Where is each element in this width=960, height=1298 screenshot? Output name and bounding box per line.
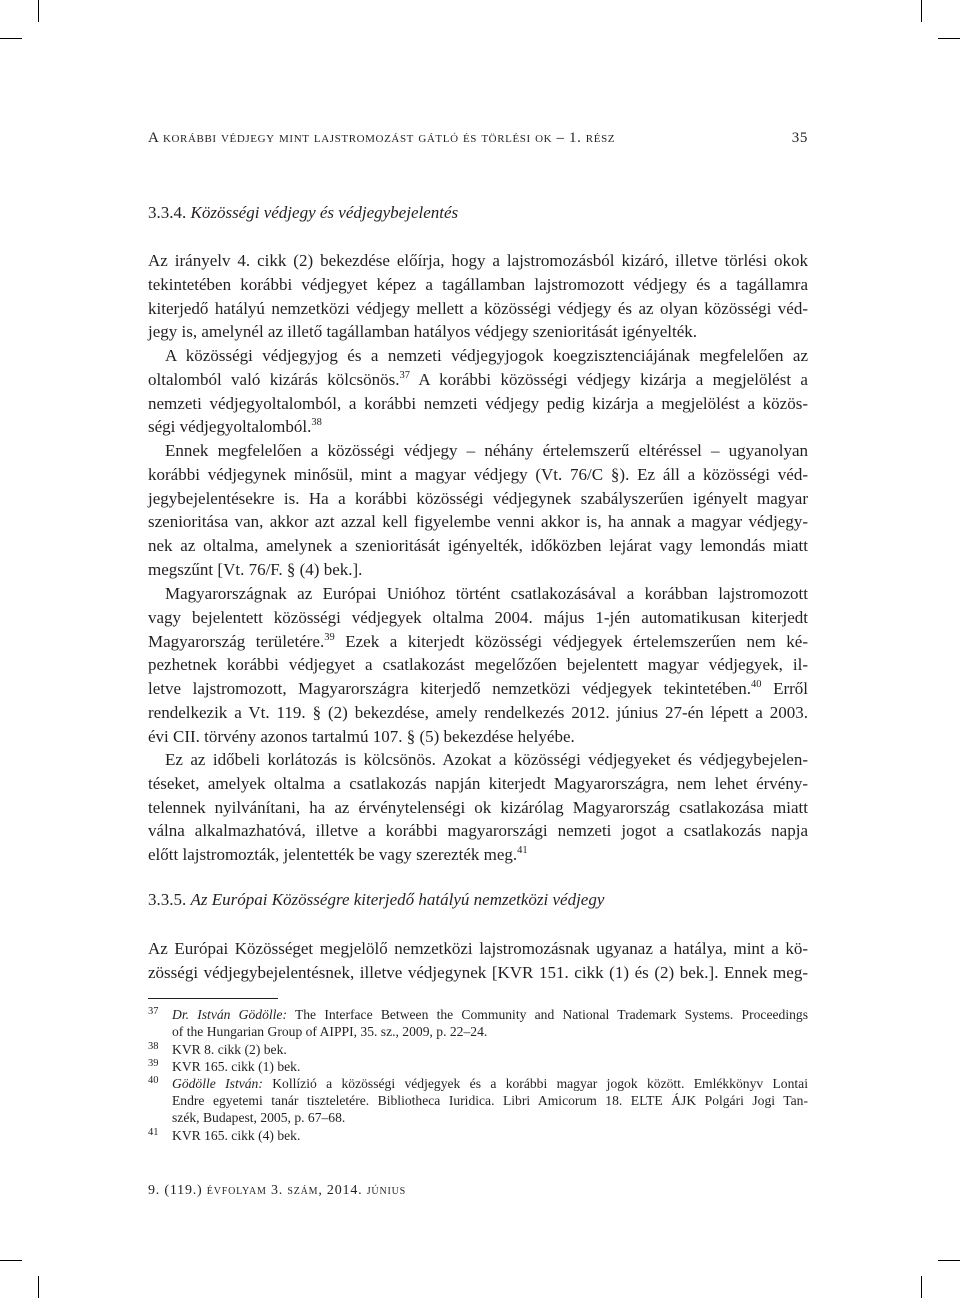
text-line: letve lajstromozott, Magyarországra kiterjedő nemzetközi védjegyek tekintetében.$^{40}$ Erről bbox=[148, 679, 808, 699]
paragraph-1 bbox=[148, 249, 808, 344]
footnote-40 bbox=[148, 1075, 808, 1127]
footnote-author: Gödölle István: bbox=[172, 1076, 263, 1091]
text-line: nemzeti védjegyoltalomból, a korábbi nemzeti védjegy pedig kizárja a megjelölést a közös- bbox=[148, 393, 808, 413]
text-line: Az irányelv 4. cikk (2) bekezdése előírja, hogy a lajstromozásból kizáró, illetve törlési okok bbox=[148, 251, 808, 270]
text-line: Ez az időbeli korlátozás is kölcsönös. Azokat a közösségi védjegyeket és védjegybejelen- bbox=[165, 750, 808, 769]
footnote-line: szék, Budapest, 2005, p. 67–68. bbox=[172, 1110, 346, 1126]
text-line: előtt lajstromozták, jelentették be vagy szerezték meg.$^{41}$ bbox=[148, 845, 528, 865]
text-line: Magyarország területére.$^{39}$ Ezek a kiterjedt közösségi védjegyek értelemszerűen nem ké- bbox=[148, 631, 808, 651]
crop-mark-bottom-right-vertical bbox=[921, 1276, 922, 1298]
footnote-ref-41[interactable]: 41 bbox=[517, 845, 528, 857]
footnote-ref-40[interactable]: 40 bbox=[750, 679, 762, 691]
crop-mark-top-left-vertical bbox=[38, 0, 39, 22]
footnote-ref-39[interactable]: 39 bbox=[324, 631, 335, 643]
crop-mark-top-right-vertical bbox=[921, 0, 922, 22]
text-line: jegy is, amelynél az illető tagállamban hatályos védjegy szenioritását igényelték. bbox=[148, 322, 698, 342]
crop-mark-bottom-left-horizontal bbox=[0, 1260, 22, 1261]
footnote-ref-38[interactable]: 38 bbox=[311, 417, 322, 429]
crop-mark-bottom-right-horizontal bbox=[938, 1260, 960, 1261]
paragraph-3 bbox=[148, 439, 808, 582]
text-line: telennek nyilvánítani, ha az érvénytelenségi ok kizárólag Magyarország csatlakozása miatt bbox=[148, 797, 808, 817]
footnote-line: KVR 165. cikk (4) bek. bbox=[172, 1128, 301, 1143]
footnote-number: 39 bbox=[148, 1058, 159, 1069]
text-line: pezhetnek korábbi védjegyet a csatlakozást megelőzően bejelentett magyar védjegyek, il- bbox=[148, 655, 808, 675]
text-line: vagy bejelentett közösségi védjegyek oltalma 2004. május 1-jén automatikusan kiterjedt bbox=[148, 607, 808, 627]
paragraph-4 bbox=[148, 582, 808, 749]
crop-mark-bottom-left-vertical bbox=[38, 1276, 39, 1298]
crop-mark-top-right-horizontal bbox=[938, 38, 960, 39]
text-line: kiterjedő hatályú nemzetközi védjegy mellett a közösségi védjegy és az olyan közösségi véd- bbox=[148, 298, 808, 318]
footnote-ref-37[interactable]: 37 bbox=[399, 369, 410, 381]
section-heading-335 bbox=[148, 890, 604, 910]
text-line: jegybejelentésekre is. Ha a korábbi közösségi védjegynek szabályszerűen igényelt magyar bbox=[148, 488, 808, 508]
footnote-number: 38 bbox=[148, 1041, 159, 1052]
text-line: Ennek megfelelően a közösségi védjegy – néhány értelemszerű eltéréssel – ugyanolyan bbox=[165, 441, 808, 460]
footnote-41 bbox=[148, 1127, 808, 1144]
text-line: A közösségi védjegyjog és a nemzeti védjegyjogok koegzisztenciájának megfelelően az bbox=[165, 346, 808, 365]
section-number: 3.3.4. bbox=[148, 203, 187, 222]
text-line: Magyarországnak az Európai Unióhoz történt csatlakozásával a korábban lajstromozott bbox=[165, 584, 808, 603]
paragraph-6 bbox=[148, 937, 808, 985]
paragraph-2 bbox=[148, 344, 808, 439]
footnote-line: of the Hungarian Group of AIPPI, 35. sz., 2009, p. 22–24. bbox=[172, 1024, 488, 1040]
footnote-author: Dr. István Gödölle: bbox=[172, 1007, 287, 1022]
running-header bbox=[148, 130, 808, 147]
text-line: évi CII. törvény azonos tartalmú 107. § (5) bekezdése helyébe. bbox=[148, 726, 575, 746]
issue-footer: 9. (119.) évfolyam 3. szám, 2014. június bbox=[148, 1183, 406, 1198]
section-title: Az Európai Közösségre kiterjedő hatályú nemzetközi védjegy bbox=[190, 890, 605, 909]
footnote-line: Gödölle István: Kollízió a közösségi védjegyek és a korábbi magyar jogok között. Emlékkönyv Lontai bbox=[172, 1076, 808, 1091]
text-line: tekintetében korábbi védjegyet képez a tagállamban lajstromozott védjegy és a tagállamra bbox=[148, 274, 808, 294]
text-line: téseket, amelyek oltalma a csatlakozás napján kiterjedt Magyarországra, nem lehet érvény- bbox=[148, 773, 808, 793]
footnote-39 bbox=[148, 1058, 808, 1075]
text-line: korábbi védjegynek minősül, mint a magyar védjegy (Vt. 76/C §). Ez áll a közösségi véd- bbox=[148, 464, 808, 484]
section-heading-334 bbox=[148, 203, 458, 223]
footnote-number: 40 bbox=[148, 1075, 159, 1086]
footnote-separator bbox=[148, 998, 278, 999]
text-line: nek az oltalma, amelynek a szenioritását igényelték, időközben lejárat vagy lemondás miatt bbox=[148, 536, 808, 556]
text-line: szenioritása van, akkor azt azzal kell figyelembe venni akkor is, ha annak a magyar védjegy- bbox=[148, 512, 808, 532]
footnote-number: 37 bbox=[148, 1006, 159, 1017]
footnote-line: Endre egyetemi tanár tiszteletére. Bibliotheca Iuridica. Libri Amicorum 18. ELTE ÁJK Polgári Jogi Tan- bbox=[172, 1093, 808, 1109]
footnote-line: KVR 165. cikk (1) bek. bbox=[172, 1059, 301, 1074]
text-line: rendelkezik a Vt. 119. § (2) bekezdése, amely rendelkezés 2012. június 27-én lépett a 2003. bbox=[148, 702, 808, 722]
section-title: Közösségi védjegy és védjegybejelentés bbox=[190, 203, 459, 222]
footnote-line: KVR 8. cikk (2) bek. bbox=[172, 1042, 287, 1057]
crop-mark-top-left-horizontal bbox=[0, 38, 22, 39]
running-title: A korábbi védjegy mint lajstromozást gátló és törlési ok – 1. rész bbox=[148, 130, 616, 146]
text-line: oltalomból való kizárás kölcsönös.$^{37}$ A korábbi közösségi védjegy kizárja a megjelölést a bbox=[148, 369, 808, 389]
paragraph-5 bbox=[148, 748, 808, 867]
text-line: válna alkalmazhatóvá, illetve a korábbi magyarországi nemzeti jogot a csatlakozás napja bbox=[148, 821, 808, 841]
text-line: megszűnt [Vt. 76/F. § (4) bek.]. bbox=[148, 559, 363, 579]
section-number: 3.3.5. bbox=[148, 890, 187, 909]
text-line: Az Európai Közösséget megjelölő nemzetközi lajstromozásnak ugyanaz a hatálya, mint a kö- bbox=[148, 939, 808, 958]
footnote-line: Dr. István Gödölle: The Interface Between the Community and National Trademark Systems. Proceedings bbox=[172, 1007, 808, 1022]
page-number: 35 bbox=[791, 130, 808, 146]
text-line: ségi védjegyoltalomból.$^{38}$ bbox=[148, 417, 322, 437]
footnote-37 bbox=[148, 1006, 808, 1040]
footnote-38 bbox=[148, 1041, 808, 1058]
text-line: zösségi védjegybejelentésnek, illetve védjegynek [KVR 151. cikk (1) és (2) bek.]. Ennek meg- bbox=[148, 962, 808, 982]
footnote-number: 41 bbox=[148, 1127, 159, 1138]
